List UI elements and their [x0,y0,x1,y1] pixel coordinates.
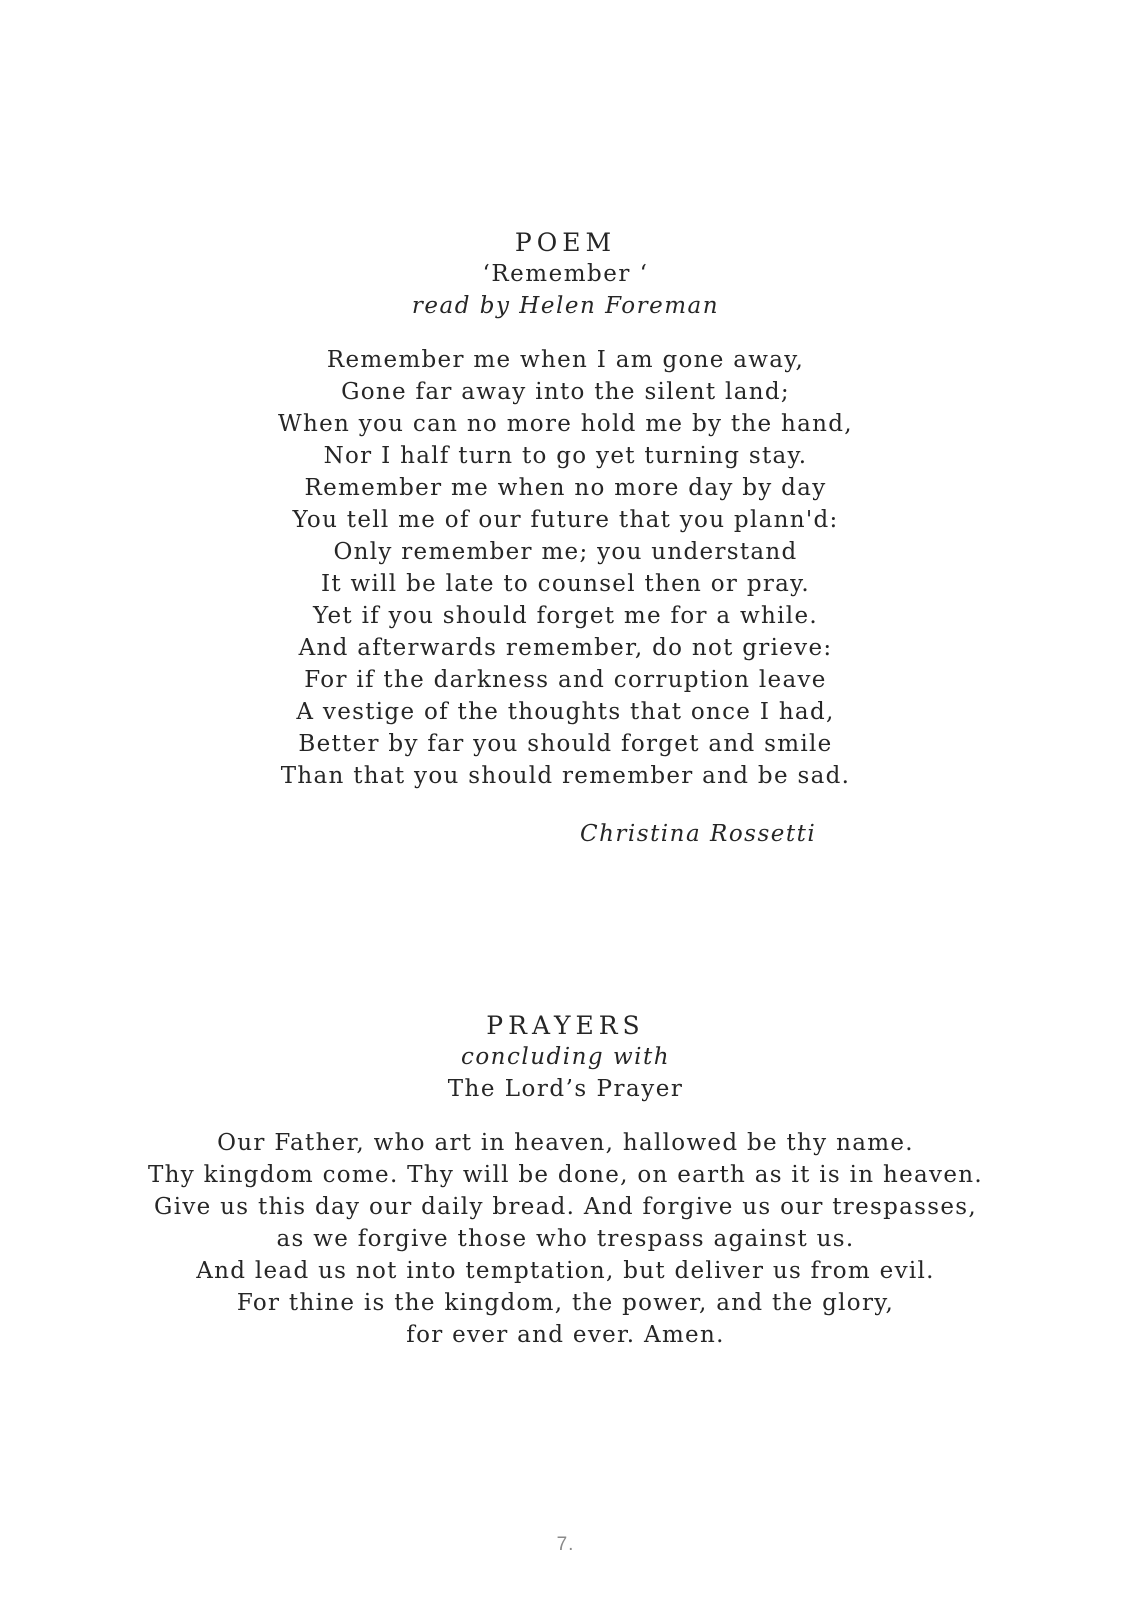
prayers-heading: PRAYERS [486,1011,645,1040]
poem-line: You tell me of our future that you plann'd: [292,507,839,533]
poem-line: Remember me when no more day by day [304,475,827,501]
poem-line: It will be late to counsel then or pray. [320,571,811,597]
poem-line: Than that you should remember and be sad. [280,763,851,789]
page-number: 7. [556,1534,575,1555]
poem-line: Yet if you should forget me for a while. [313,603,818,629]
poem-line: Nor I half turn to go yet turning stay. [323,443,808,469]
prayer-line: as we forgive those who trespass against us. [276,1226,855,1252]
poem-section [0,228,1131,792]
poem-line: For if the darkness and corruption leave [304,667,827,693]
poem-author: Christina Rossetti [580,821,817,847]
prayers-section [0,1011,1131,1351]
poem-heading: POEM [514,228,617,257]
poem-verse [0,344,1131,792]
poem-title: ‘Remember ‘ [482,261,649,287]
prayer-line: Give us this day our daily bread. And forgive us our trespasses, [154,1194,977,1220]
poem-line: When you can no more hold me by the hand, [278,411,853,437]
prayers-title: The Lord’s Prayer [447,1076,684,1102]
prayer-line: And lead us not into temptation, but deliver us from evil. [196,1258,935,1284]
prayer-text [0,1127,1131,1351]
poem-line: And afterwards remember, do not grieve: [298,635,833,661]
prayers-subtitle: concluding with [460,1044,671,1070]
poem-line: Better by far you should forget and smile [298,731,833,757]
poem-line: Remember me when I am gone away, [326,347,805,373]
poem-line: Only remember me; you understand [333,539,798,565]
prayer-line: Our Father, who art in heaven, hallowed be thy name. [217,1130,914,1156]
poem-line: Gone far away into the silent land; [341,379,790,405]
prayer-line: for ever and ever. Amen. [406,1322,725,1348]
poem-reader: read by Helen Foreman [411,293,720,319]
poem-line: A vestige of the thoughts that once I had, [296,699,835,725]
prayer-line: Thy kingdom come. Thy will be done, on earth as it is in heaven. [148,1162,983,1188]
prayer-line: For thine is the kingdom, the power, and the glory, [236,1290,895,1316]
